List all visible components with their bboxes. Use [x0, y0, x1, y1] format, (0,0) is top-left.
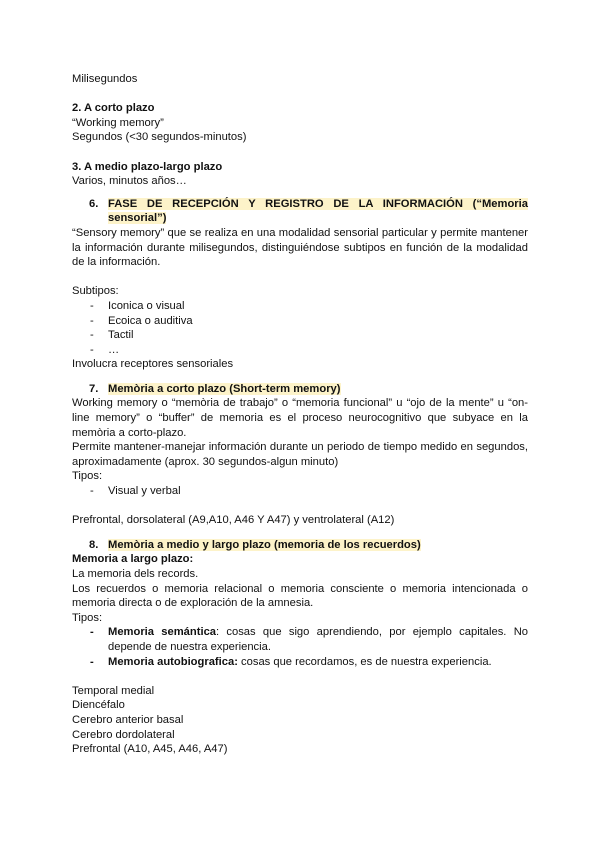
- section-8-heading: [72, 538, 528, 553]
- section-6-heading: [72, 197, 528, 226]
- region-item: Temporal medial: [72, 684, 155, 697]
- section-8-paragraph: Los recuerdos o memoria relacional o memoria consciente o memoria intencionada o memoria directa o de exploración de la amnesia.: [72, 582, 528, 610]
- region-item: Prefrontal (A10, A45, A46, A47): [72, 743, 228, 756]
- section-7-types-label: Tipos:: [72, 470, 103, 483]
- section-8-types-label: Tipos:: [72, 611, 103, 624]
- type-desc: cosas que recordamos, es de nuestra experiencia.: [237, 655, 492, 668]
- short-term-line-2: Segundos (<30 segundos-minutos): [72, 131, 247, 144]
- mid-long-line-1: Varios, minutos años…: [72, 175, 187, 188]
- region-item: Cerebro anterior basal: [72, 713, 184, 726]
- section-8-types-list: [72, 625, 528, 669]
- section-6-subtypes-label: Subtipos:: [72, 285, 119, 298]
- mid-long-heading: 3. A medio plazo-largo plazo: [72, 160, 223, 173]
- type-desc: : cosas que sigo aprendiendo, por ejemplo capitales. No depende de nuestra experiencia.: [108, 626, 528, 653]
- list-item: - Visual y verbal: [90, 485, 181, 498]
- section-7-paragraph-1: Working memory o “memòria de trabajo” o “memoria funcional” u “ojo de la mente” u “on-line memory” o “buffer” de memoria es el proceso neurocognitivo que subyace en la memòria a corto-plazo.: [72, 397, 528, 439]
- list-item: - Iconica o visual: [90, 299, 185, 312]
- section-6-number: 6.: [89, 197, 99, 210]
- region-item: Cerebro dordolateral: [72, 728, 175, 741]
- section-7-heading: [72, 382, 528, 397]
- short-term-line-1: “Working memory”: [72, 116, 164, 129]
- section-8-line-1: La memoria dels records.: [72, 568, 199, 580]
- region-item: Diencéfalo: [72, 699, 125, 712]
- section-8-number: 8.: [89, 538, 99, 551]
- type-term: Memoria autobiografica:: [108, 655, 238, 668]
- section-6-subtypes-list: [72, 299, 528, 357]
- section-7-title: Memòria a corto plazo (Short-term memory): [108, 382, 341, 395]
- section-8-subtitle: Memoria a largo plazo:: [72, 553, 194, 566]
- intro-line: Milisegundos: [72, 73, 138, 85]
- document-content: [72, 72, 528, 757]
- section-6-paragraph: “Sensory memory” que se realiza en una modalidad sensorial particular y permite mantener la información durante milisegundos, distinguiéndose subtipos en función de la modalidad de la información.: [72, 226, 528, 269]
- list-item: - Memoria semántica: cosas que sigo aprendiendo, por ejemplo capitales. No depende de nuestra experiencia.: [90, 626, 528, 653]
- list-item: - Ecoica o auditiva: [90, 314, 193, 327]
- short-term-heading: 2. A corto plazo: [72, 102, 155, 115]
- list-item: - Memoria autobiografica: cosas que recordamos, es de nuestra experiencia.: [90, 655, 492, 668]
- list-item: - Tactil: [90, 329, 134, 342]
- section-7-paragraph-2: Permite mantener-manejar información durante un periodo de tiempo medido en segundos, aproximadamente (aprox. 30 segundos-algun minuto): [72, 441, 528, 468]
- section-8-title: Memòria a medio y largo plazo (memoria de los recuerdos): [108, 538, 421, 551]
- section-7-areas: Prefrontal, dorsolateral (A9,A10, A46 Y A47) y ventrolateral (A12): [72, 514, 395, 527]
- type-term: Memoria semántica: [108, 626, 217, 639]
- list-item: - …: [90, 343, 120, 356]
- section-7-types-list: [72, 484, 528, 499]
- section-7-number: 7.: [89, 382, 99, 395]
- section-6-title: FASE DE RECEPCIÓN Y REGISTRO DE LA INFORMACIÓN (“Memoria sensorial”): [108, 197, 528, 225]
- section-6-footer: Involucra receptores sensoriales: [72, 358, 234, 371]
